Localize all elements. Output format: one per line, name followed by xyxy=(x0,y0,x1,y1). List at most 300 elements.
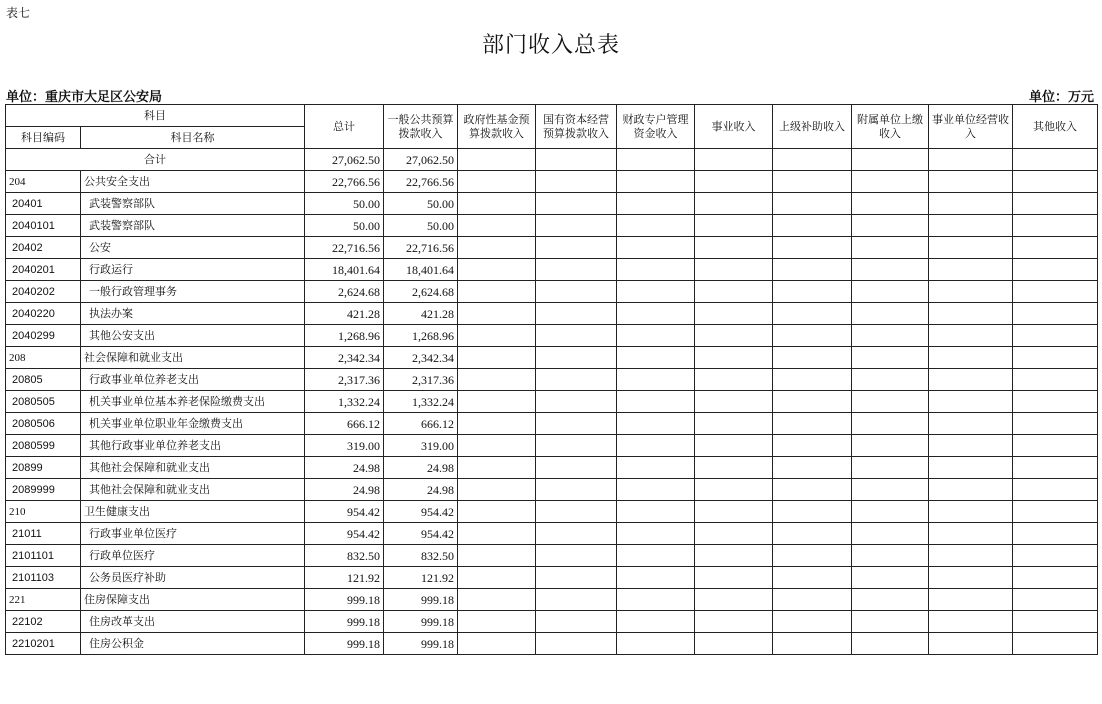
empty-cell xyxy=(536,193,617,215)
subject-name: 其他行政事业单位养老支出 xyxy=(81,435,305,457)
empty-cell xyxy=(458,633,536,655)
empty-cell xyxy=(458,259,536,281)
empty-cell xyxy=(1013,633,1098,655)
subject-name: 卫生健康支出 xyxy=(81,501,305,523)
empty-cell xyxy=(852,215,929,237)
empty-cell xyxy=(929,633,1013,655)
row-total: 1,268.96 xyxy=(305,325,384,347)
empty-cell xyxy=(773,633,852,655)
empty-cell xyxy=(773,369,852,391)
table-row xyxy=(6,369,1098,391)
header-operation: 事业单位经营收入 xyxy=(929,105,1013,149)
empty-cell xyxy=(458,281,536,303)
empty-cell xyxy=(617,237,695,259)
header-general-budget: 一般公共预算拨款收入 xyxy=(384,105,458,149)
row-total: 2,342.34 xyxy=(305,347,384,369)
empty-cell xyxy=(617,171,695,193)
empty-cell xyxy=(852,589,929,611)
table-row xyxy=(6,611,1098,633)
empty-cell xyxy=(458,479,536,501)
row-total: 319.00 xyxy=(305,435,384,457)
empty-cell xyxy=(852,633,929,655)
row-total: 2,624.68 xyxy=(305,281,384,303)
row-general-budget: 18,401.64 xyxy=(384,259,458,281)
header-affiliated: 附属单位上缴收入 xyxy=(852,105,929,149)
row-total: 50.00 xyxy=(305,215,384,237)
total-general-amount: 27,062.50 xyxy=(384,149,458,171)
header-fiscal-special: 财政专户管理资金收入 xyxy=(617,105,695,149)
row-general-budget: 1,332.24 xyxy=(384,391,458,413)
empty-cell xyxy=(929,193,1013,215)
empty-cell xyxy=(536,215,617,237)
row-total: 2,317.36 xyxy=(305,369,384,391)
empty-cell xyxy=(695,237,773,259)
empty-cell xyxy=(536,281,617,303)
row-general-budget: 832.50 xyxy=(384,545,458,567)
empty-cell xyxy=(617,457,695,479)
table-row xyxy=(6,479,1098,501)
empty-cell xyxy=(458,171,536,193)
empty-cell xyxy=(617,501,695,523)
empty-cell xyxy=(536,171,617,193)
row-general-budget: 666.12 xyxy=(384,413,458,435)
empty-cell xyxy=(458,567,536,589)
empty-cell xyxy=(458,325,536,347)
empty-cell xyxy=(536,479,617,501)
empty-cell xyxy=(773,589,852,611)
header-code: 科目编码 xyxy=(6,127,81,149)
empty-cell xyxy=(458,215,536,237)
subject-code: 20402 xyxy=(6,237,81,259)
empty-cell xyxy=(852,479,929,501)
empty-cell xyxy=(695,369,773,391)
row-general-budget: 22,716.56 xyxy=(384,237,458,259)
subject-name: 执法办案 xyxy=(81,303,305,325)
empty-cell xyxy=(617,589,695,611)
row-total: 999.18 xyxy=(305,611,384,633)
empty-cell xyxy=(617,545,695,567)
subject-code: 204 xyxy=(6,171,81,193)
empty-cell xyxy=(1013,545,1098,567)
table-row xyxy=(6,303,1098,325)
empty-cell xyxy=(1013,369,1098,391)
empty-cell xyxy=(458,413,536,435)
header-state-capital: 国有资本经营预算拨款收入 xyxy=(536,105,617,149)
empty-cell xyxy=(1013,567,1098,589)
unit-currency: 单位：万元 xyxy=(1028,90,1094,105)
empty-cell xyxy=(852,545,929,567)
subject-code: 2101101 xyxy=(6,545,81,567)
empty-cell xyxy=(458,545,536,567)
row-total: 24.98 xyxy=(305,457,384,479)
empty-cell xyxy=(1013,259,1098,281)
empty-cell xyxy=(458,523,536,545)
empty-cell xyxy=(852,501,929,523)
empty-cell xyxy=(458,435,536,457)
empty-cell xyxy=(536,303,617,325)
empty-cell xyxy=(617,567,695,589)
row-general-budget: 999.18 xyxy=(384,589,458,611)
empty-cell xyxy=(458,589,536,611)
table-row xyxy=(6,633,1098,655)
row-total: 22,766.56 xyxy=(305,171,384,193)
row-general-budget: 954.42 xyxy=(384,501,458,523)
table-row xyxy=(6,501,1098,523)
subject-name: 行政事业单位医疗 xyxy=(81,523,305,545)
subject-code: 2101103 xyxy=(6,567,81,589)
empty-cell xyxy=(695,303,773,325)
subject-code: 20401 xyxy=(6,193,81,215)
row-total: 50.00 xyxy=(305,193,384,215)
empty-cell xyxy=(1013,215,1098,237)
empty-cell xyxy=(695,347,773,369)
empty-cell xyxy=(695,567,773,589)
empty-cell xyxy=(773,611,852,633)
subject-code: 2210201 xyxy=(6,633,81,655)
row-total: 832.50 xyxy=(305,545,384,567)
empty-cell xyxy=(852,259,929,281)
row-general-budget: 1,268.96 xyxy=(384,325,458,347)
empty-cell xyxy=(929,347,1013,369)
row-total: 954.42 xyxy=(305,501,384,523)
empty-cell xyxy=(929,237,1013,259)
header-gov-fund: 政府性基金预算拨款收入 xyxy=(458,105,536,149)
header-name: 科目名称 xyxy=(81,127,305,149)
subject-name: 公务员医疗补助 xyxy=(81,567,305,589)
empty-cell xyxy=(458,391,536,413)
row-general-budget: 421.28 xyxy=(384,303,458,325)
row-total: 999.18 xyxy=(305,633,384,655)
empty-cell xyxy=(617,391,695,413)
empty-cell xyxy=(617,369,695,391)
empty-cell xyxy=(617,479,695,501)
empty-cell xyxy=(852,237,929,259)
empty-cell xyxy=(536,589,617,611)
subject-code: 2040101 xyxy=(6,215,81,237)
empty-cell xyxy=(929,259,1013,281)
empty-cell xyxy=(773,545,852,567)
empty-cell xyxy=(773,259,852,281)
empty-cell xyxy=(929,611,1013,633)
row-general-budget: 24.98 xyxy=(384,479,458,501)
empty-cell xyxy=(1013,193,1098,215)
empty-cell xyxy=(929,325,1013,347)
row-total: 999.18 xyxy=(305,589,384,611)
empty-cell xyxy=(695,501,773,523)
total-amount: 27,062.50 xyxy=(305,149,384,171)
empty-cell xyxy=(773,215,852,237)
empty-cell xyxy=(773,193,852,215)
empty-cell xyxy=(929,589,1013,611)
table-row xyxy=(6,589,1098,611)
empty-cell xyxy=(617,347,695,369)
subject-code: 2080599 xyxy=(6,435,81,457)
empty-cell xyxy=(852,281,929,303)
empty-cell xyxy=(695,215,773,237)
empty-cell xyxy=(929,171,1013,193)
empty-cell xyxy=(1013,303,1098,325)
empty-cell xyxy=(536,457,617,479)
table-row xyxy=(6,567,1098,589)
row-general-budget: 999.18 xyxy=(384,611,458,633)
empty-cell xyxy=(1013,413,1098,435)
subject-name: 武装警察部队 xyxy=(81,193,305,215)
empty-cell xyxy=(458,369,536,391)
table-row xyxy=(6,391,1098,413)
empty-cell xyxy=(773,435,852,457)
subject-name: 机关事业单位基本养老保险缴费支出 xyxy=(81,391,305,413)
header-total: 总计 xyxy=(305,105,384,149)
header-other: 其他收入 xyxy=(1013,105,1098,149)
empty-cell xyxy=(536,633,617,655)
empty-cell xyxy=(852,347,929,369)
empty-cell xyxy=(773,501,852,523)
empty-cell xyxy=(536,501,617,523)
table-row xyxy=(6,237,1098,259)
empty-cell xyxy=(929,215,1013,237)
empty-cell xyxy=(929,545,1013,567)
empty-cell xyxy=(852,457,929,479)
empty-cell xyxy=(852,567,929,589)
empty-cell xyxy=(536,259,617,281)
unit-organization: 单位：重庆市大足区公安局 xyxy=(6,90,163,105)
empty-cell xyxy=(929,523,1013,545)
subject-code: 208 xyxy=(6,347,81,369)
subject-name: 社会保障和就业支出 xyxy=(81,347,305,369)
empty-cell xyxy=(852,435,929,457)
row-general-budget: 954.42 xyxy=(384,523,458,545)
subject-name: 机关事业单位职业年金缴费支出 xyxy=(81,413,305,435)
row-total: 121.92 xyxy=(305,567,384,589)
empty-cell xyxy=(458,193,536,215)
empty-cell xyxy=(929,303,1013,325)
empty-cell xyxy=(773,567,852,589)
empty-cell xyxy=(1013,281,1098,303)
empty-cell xyxy=(536,237,617,259)
empty-cell xyxy=(852,325,929,347)
header-upper-subsidy: 上级补助收入 xyxy=(773,105,852,149)
empty-cell xyxy=(852,303,929,325)
empty-cell xyxy=(852,413,929,435)
empty-cell xyxy=(773,171,852,193)
empty-cell xyxy=(929,501,1013,523)
empty-cell xyxy=(536,435,617,457)
empty-cell xyxy=(695,435,773,457)
subject-code: 221 xyxy=(6,589,81,611)
empty-cell xyxy=(458,237,536,259)
empty-cell xyxy=(695,545,773,567)
empty-cell xyxy=(617,303,695,325)
empty-cell xyxy=(536,611,617,633)
empty-cell xyxy=(536,347,617,369)
subject-code: 2040220 xyxy=(6,303,81,325)
empty-cell xyxy=(773,479,852,501)
empty-cell xyxy=(536,567,617,589)
subject-name: 其他社会保障和就业支出 xyxy=(81,457,305,479)
empty-cell xyxy=(617,259,695,281)
subject-name: 行政单位医疗 xyxy=(81,545,305,567)
income-summary-table xyxy=(5,104,1098,655)
empty-cell xyxy=(1013,611,1098,633)
row-general-budget: 121.92 xyxy=(384,567,458,589)
row-general-budget: 2,624.68 xyxy=(384,281,458,303)
empty-cell xyxy=(695,633,773,655)
empty-cell xyxy=(852,193,929,215)
row-general-budget: 50.00 xyxy=(384,215,458,237)
empty-cell xyxy=(1013,347,1098,369)
table-row xyxy=(6,259,1098,281)
total-row xyxy=(6,149,1098,171)
header-business: 事业收入 xyxy=(695,105,773,149)
subject-code: 2040299 xyxy=(6,325,81,347)
empty-cell xyxy=(695,589,773,611)
empty-cell xyxy=(695,413,773,435)
table-row xyxy=(6,325,1098,347)
empty-cell xyxy=(929,567,1013,589)
row-total: 24.98 xyxy=(305,479,384,501)
empty-cell xyxy=(617,193,695,215)
row-general-budget: 999.18 xyxy=(384,633,458,655)
empty-cell xyxy=(852,391,929,413)
empty-cell xyxy=(1013,171,1098,193)
empty-cell xyxy=(617,523,695,545)
empty-cell xyxy=(1013,457,1098,479)
page-title: 部门收入总表 xyxy=(481,33,620,58)
empty-cell xyxy=(852,171,929,193)
empty-cell xyxy=(773,281,852,303)
table-row xyxy=(6,347,1098,369)
empty-cell xyxy=(695,259,773,281)
empty-cell xyxy=(536,523,617,545)
empty-cell xyxy=(929,281,1013,303)
subject-code: 21011 xyxy=(6,523,81,545)
empty-cell xyxy=(695,193,773,215)
empty-cell xyxy=(617,413,695,435)
table-row xyxy=(6,457,1098,479)
empty-cell xyxy=(458,347,536,369)
empty-cell xyxy=(1013,479,1098,501)
table-row xyxy=(6,523,1098,545)
empty-cell xyxy=(617,325,695,347)
empty-cell xyxy=(929,391,1013,413)
empty-cell xyxy=(773,457,852,479)
row-general-budget: 2,317.36 xyxy=(384,369,458,391)
empty-cell xyxy=(458,457,536,479)
row-general-budget: 2,342.34 xyxy=(384,347,458,369)
empty-cell xyxy=(458,303,536,325)
empty-cell xyxy=(1013,325,1098,347)
empty-cell xyxy=(773,237,852,259)
row-general-budget: 50.00 xyxy=(384,193,458,215)
subject-name: 武装警察部队 xyxy=(81,215,305,237)
row-total: 22,716.56 xyxy=(305,237,384,259)
empty-cell xyxy=(1013,501,1098,523)
empty-cell xyxy=(695,171,773,193)
empty-cell xyxy=(852,523,929,545)
empty-cell xyxy=(1013,435,1098,457)
empty-cell xyxy=(695,281,773,303)
row-total: 666.12 xyxy=(305,413,384,435)
empty-cell xyxy=(617,435,695,457)
empty-cell xyxy=(773,391,852,413)
empty-cell xyxy=(695,611,773,633)
table-row xyxy=(6,545,1098,567)
empty-cell xyxy=(773,523,852,545)
empty-cell xyxy=(773,303,852,325)
subject-name: 其他公安支出 xyxy=(81,325,305,347)
empty-cell xyxy=(617,215,695,237)
subject-code: 2040202 xyxy=(6,281,81,303)
empty-cell xyxy=(929,413,1013,435)
subject-name: 行政事业单位养老支出 xyxy=(81,369,305,391)
empty-cell xyxy=(536,391,617,413)
empty-cell xyxy=(929,457,1013,479)
empty-cell xyxy=(617,633,695,655)
empty-cell xyxy=(536,325,617,347)
empty-cell xyxy=(1013,391,1098,413)
table-row xyxy=(6,193,1098,215)
empty-cell xyxy=(773,413,852,435)
subject-name: 行政运行 xyxy=(81,259,305,281)
table-row xyxy=(6,171,1098,193)
empty-cell xyxy=(852,611,929,633)
empty-cell xyxy=(536,545,617,567)
empty-cell xyxy=(536,369,617,391)
empty-cell xyxy=(929,369,1013,391)
empty-cell xyxy=(773,347,852,369)
empty-cell xyxy=(1013,523,1098,545)
row-general-budget: 22,766.56 xyxy=(384,171,458,193)
row-total: 421.28 xyxy=(305,303,384,325)
empty-cell xyxy=(695,523,773,545)
row-general-budget: 24.98 xyxy=(384,457,458,479)
subject-name: 住房公积金 xyxy=(81,633,305,655)
empty-cell xyxy=(617,281,695,303)
table-row xyxy=(6,215,1098,237)
table-row xyxy=(6,435,1098,457)
row-total: 18,401.64 xyxy=(305,259,384,281)
empty-cell xyxy=(1013,589,1098,611)
table-row xyxy=(6,281,1098,303)
row-total: 954.42 xyxy=(305,523,384,545)
subject-name: 住房改革支出 xyxy=(81,611,305,633)
subject-code: 2040201 xyxy=(6,259,81,281)
empty-cell xyxy=(458,501,536,523)
row-total: 1,332.24 xyxy=(305,391,384,413)
subject-name: 住房保障支出 xyxy=(81,589,305,611)
subject-code: 2089999 xyxy=(6,479,81,501)
empty-cell xyxy=(695,391,773,413)
row-general-budget: 319.00 xyxy=(384,435,458,457)
subject-code: 2080506 xyxy=(6,413,81,435)
empty-cell xyxy=(852,369,929,391)
empty-cell xyxy=(929,479,1013,501)
empty-cell xyxy=(695,457,773,479)
empty-cell xyxy=(929,435,1013,457)
subject-name: 一般行政管理事务 xyxy=(81,281,305,303)
subject-code: 20899 xyxy=(6,457,81,479)
empty-cell xyxy=(695,479,773,501)
subject-code: 210 xyxy=(6,501,81,523)
empty-cell xyxy=(458,611,536,633)
total-label: 合计 xyxy=(6,149,305,171)
empty-cell xyxy=(617,611,695,633)
empty-cell xyxy=(773,325,852,347)
header-subject: 科目 xyxy=(6,105,305,127)
table-row xyxy=(6,413,1098,435)
subject-code: 20805 xyxy=(6,369,81,391)
subject-name: 公安 xyxy=(81,237,305,259)
